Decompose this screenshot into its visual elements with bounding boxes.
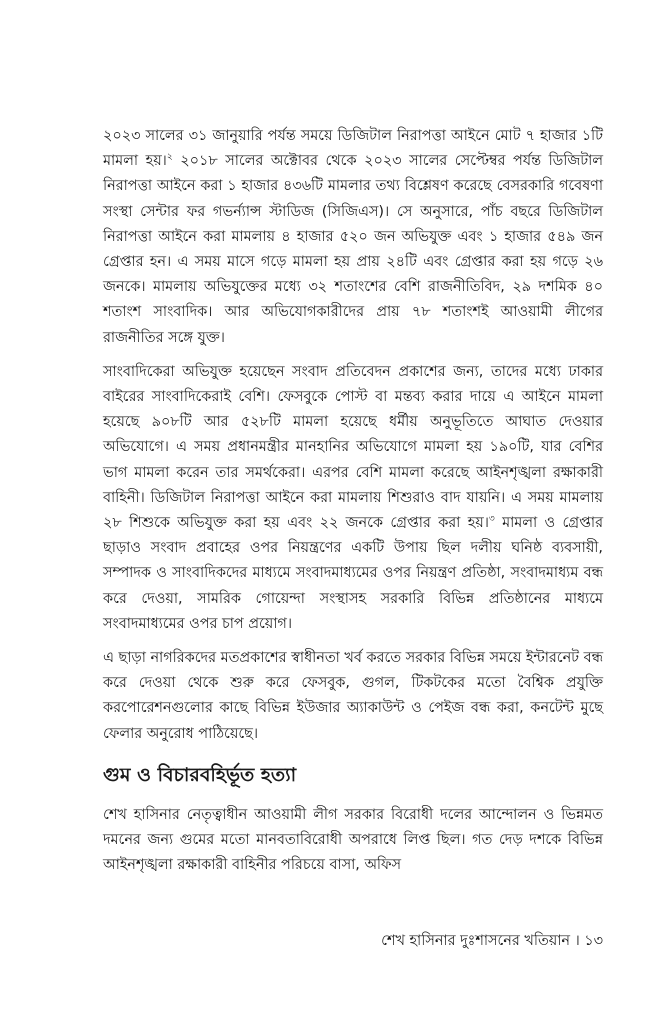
footnote-marker: ২	[166, 152, 173, 163]
footnote-marker: ৩	[488, 514, 495, 525]
page-footer	[103, 930, 603, 952]
paragraph-text: ২০২৩ সালের ৩১ জানুয়ারি পর্যন্ত সময়ে ডিজিটাল নিরাপত্তা আইনে মোট ৭ হাজার ১টি মামলা হয়।	[103, 128, 603, 170]
paragraph-text: এ ছাড়া নাগরিকদের মতপ্রকাশের স্বাধীনতা খর্ব করতে সরকার বিভিন্ন সময়ে ইন্টারনেট বন্ধ করে দেওয়া থেকে শুরু করে ফেসবুক, গুগল, টিকটকের মতো বৈশ্বিক প্রযুক্তি করপোরেশনগুলোর কাছে বিভিন্ন ইউজার অ্যাকাউন্ট ও পেইজ বন্ধ করা, কনটেন্ট মুছে ফেলার অনুরোধ পাঠিয়েছে।	[103, 650, 603, 742]
section-heading: গুম ও বিচারবহির্ভূত হত্যা	[103, 763, 297, 786]
paragraph-journalists-accused	[103, 360, 603, 637]
page-number: ১৩	[584, 933, 603, 949]
paragraph-enforced-disappearances	[103, 803, 603, 879]
running-title: শেখ হাসিনার দুঃশাসনের খতিয়ান	[381, 933, 570, 949]
paragraph-text: সাংবাদিকেরা অভিযুক্ত হয়েছেন সংবাদ প্রতিবেদন প্রকাশের জন্য, তাদের মধ্যে ঢাকার বাইরের সাংবাদিকেরাই বেশি। ফেসবুকে পোস্ট বা মন্তব্য করার দায়ে এ আইনে মামলা হয়েছে ৯০৮টি আর ৫২৮টি মামলা হয়েছে ধর্মীয় অনুভূতিতে আঘাত দেওয়ার অভিযোগে। এ সময় প্রধানমন্ত্রীর মানহানির অভিযোগে মামলা হয় ১৯০টি, যার বেশির ভাগ মামলা করেন তার সমর্থকেরা। এরপর বেশি মামলা করেছে আইনশৃঙ্খলা রক্ষাকারী বাহিনী। ডিজিটাল নিরাপত্তা আইনে করা মামলায় শিশুরাও বাদ যায়নি। এ সময় মামলায় ২৮ শিশুকে অভিযুক্ত করা হয় এবং ২২ জনকে গ্রেপ্তার করা হয়।	[103, 363, 603, 532]
paragraph-internet-shutdowns	[103, 646, 603, 747]
paragraph-text: শেখ হাসিনার নেতৃত্বাধীন আওয়ামী লীগ সরকার বিরোধী দলের আন্দোলন ও ভিন্নমত দমনের জন্য গুমের মতো মানবতাবিরোধী অপরাধে লিপ্ত ছিল। গত দেড় দশকে বিভিন্ন আইনশৃঙ্খলা রক্ষাকারী বাহিনীর পরিচয়ে বাসা, অফিস	[103, 806, 603, 874]
paragraph-text: মামলা ও গ্রেপ্তার ছাড়াও সংবাদ প্রবাহের ওপর নিয়ন্ত্রণের একটি উপায় ছিল দলীয় ঘনিষ্ঠ ব্যবসায়ী, সম্পাদক ও সাংবাদিকদের মাধ্যমে সংবাদমাধ্যমের ওপর নিয়ন্ত্রণ প্রতিষ্ঠা, সংবাদমাধ্যম বন্ধ করে দেওয়া, সামরিক গোয়েন্দা সংস্থাসহ সরকারি বিভিন্ন প্রতিষ্ঠানের মাধ্যমে সংবাদমাধ্যমের ওপর চাপ প্রয়োগ।	[103, 515, 603, 632]
paragraph-text: ২০১৮ সালের অক্টোবর থেকে ২০২৩ সালের সেপ্টেম্বর পর্যন্ত ডিজিটাল নিরাপত্তা আইনে করা ১ হাজার ৪৩৬টি মামলার তথ্য বিশ্লেষণ করেছে বেসরকারি গবেষণা সংস্থা সেন্টার ফর গভর্ন্যান্স স্টাডিজ (সিজিএস)। সে অনুসারে, পাঁচ বছরে ডিজিটাল নিরাপত্তা আইনে করা মামলায় ৪ হাজার ৫২০ জন অভিযুক্ত এবং ১ হাজার ৫৪৯ জন গ্রেপ্তার হন। এ সময় মাসে গড়ে মামলা হয় প্রায় ২৪টি এবং গ্রেপ্তার করা হয় গড়ে ২৬ জনকে। মামলায় অভিযুক্তের মধ্যে ৩২ শতাংশের বেশি রাজনীতিবিদ, ২৯ দশমিক ৪০ শতাংশ সাংবাদিক। আর অভিযোগকারীদের প্রায় ৭৮ শতাংশই আওয়ামী লীগের রাজনীতির সঙ্গে যুক্ত।	[103, 153, 604, 346]
footer-separator: ।	[574, 933, 580, 949]
paragraph-dsa-case-statistics	[103, 124, 603, 351]
